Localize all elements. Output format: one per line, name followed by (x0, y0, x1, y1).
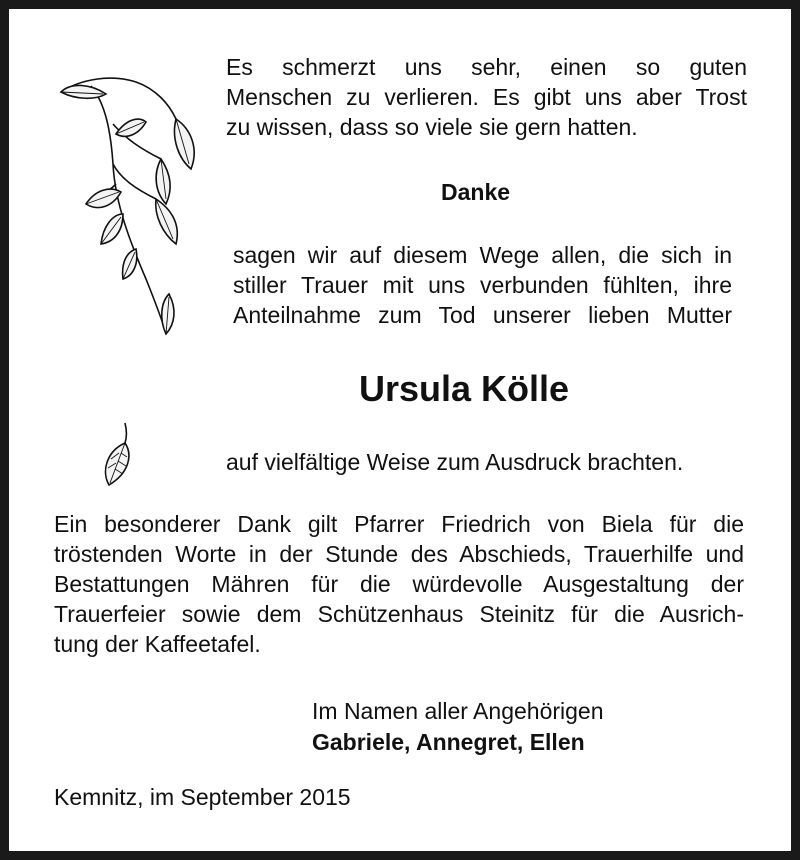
single-leaf-illustration (97, 421, 137, 491)
deceased-name: Ursula Kölle (359, 368, 570, 409)
intro-line-1: Es schmerzt uns sehr, einen so guten (226, 54, 747, 80)
special-thanks-line-2: tröstenden Worte in der Stunde des Abschieds, Trauerhilfe und (54, 541, 744, 567)
thanks-heading: Danke (441, 179, 511, 205)
intro-line-2: Menschen zu verlieren. Es gibt uns aber Trost (226, 84, 747, 110)
special-thanks-line-4: Trauerfeier sowie dem Schützenhaus Steinitz für die Ausrich- (54, 601, 744, 627)
expression-line: auf vielfältige Weise zum Ausdruck brachten. (226, 449, 684, 475)
place-date: Kemnitz, im September 2015 (54, 784, 351, 810)
middle-line-3: Anteilnahme zum Tod unserer lieben Mutter (233, 302, 732, 328)
special-thanks-line-1: Ein besonderer Dank gilt Pfarrer Friedrich von Biela für die (54, 511, 744, 537)
signature-intro: Im Namen aller Angehörigen (312, 698, 604, 724)
special-thanks-line-5: tung der Kaffeetafel. (54, 631, 261, 657)
middle-line-2: stiller Trauer mit uns verbunden fühlten, ihre (233, 272, 732, 298)
middle-line-1: sagen wir auf diesem Wege allen, die sich in (233, 242, 732, 268)
intro-line-3: zu wissen, dass so viele sie gern hatten. (226, 114, 638, 140)
leaf-branch-illustration (51, 64, 211, 354)
signature-names: Gabriele, Annegret, Ellen (312, 729, 585, 755)
special-thanks-line-3: Bestattungen Mähren für die würdevolle Ausgestaltung der (54, 571, 744, 597)
